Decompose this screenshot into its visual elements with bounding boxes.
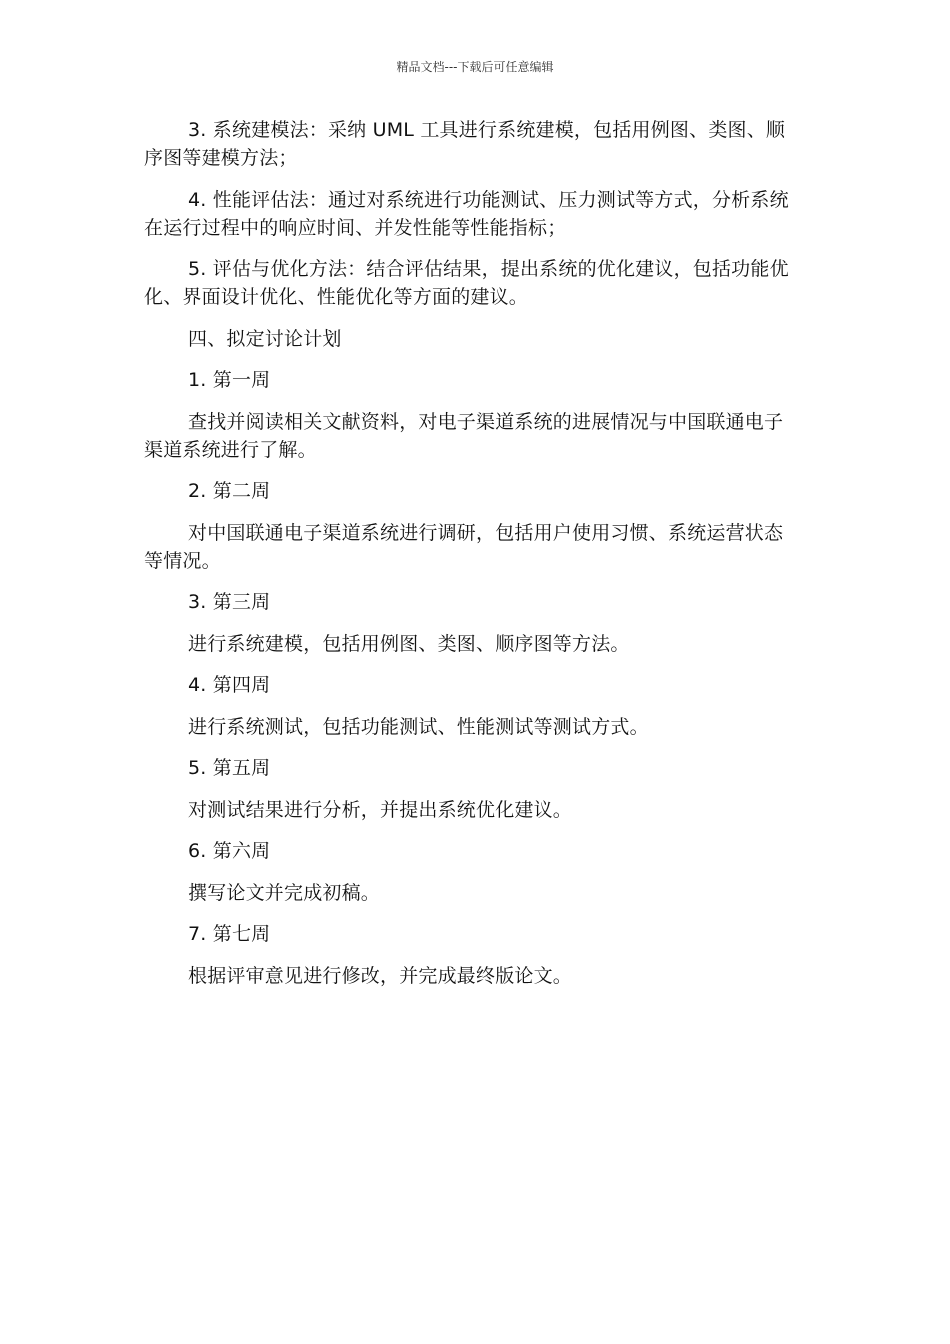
section-heading-plan: 四、拟定讨论计划 [188,327,342,350]
week-5-text: 对测试结果进行分析，并提出系统优化建议。 [188,798,573,821]
week-1-heading: 1. 第一周 [188,369,271,391]
week-6-text: 撰写论文并完成初稿。 [188,881,381,904]
week-2-text: 对中国联通电子渠道系统进行调研，包括用户使用习惯、系统运营状态等情况。 [144,521,784,572]
document-body [144,116,800,990]
paragraph-optimization-method: 5. 评估与优化方法：结合评估结果，提出系统的优化建议，包括功能优化、界面设计优化、性能优化等方面的建议。 [144,258,789,308]
week-4-text: 进行系统测试，包括功能测试、性能测试等测试方式。 [188,715,649,738]
paragraph-system-modeling: 3. 系统建模法：采纳 UML 工具进行系统建模，包括用例图、类图、顺序图等建模方法； [144,119,786,169]
week-7-text: 根据评审意见进行修改，并完成最终版论文。 [188,964,573,987]
week-1-text: 查找并阅读相关文献资料，对电子渠道系统的进展情况与中国联通电子渠道系统进行了解。 [144,410,784,461]
week-7-heading: 7. 第七周 [188,923,271,945]
week-2-heading: 2. 第二周 [188,480,271,502]
week-6-heading: 6. 第六周 [188,840,271,862]
week-3-heading: 3. 第三周 [188,591,271,613]
page-header: 精品文档---下载后可任意编辑 [396,60,554,74]
week-4-heading: 4. 第四周 [188,674,271,696]
paragraph-performance-evaluation: 4. 性能评估法：通过对系统进行功能测试、压力测试等方式，分析系统在运行过程中的响应时间、并发性能等性能指标； [144,188,789,239]
week-5-heading: 5. 第五周 [188,757,271,779]
week-3-text: 进行系统建模，包括用例图、类图、顺序图等方法。 [188,632,630,655]
